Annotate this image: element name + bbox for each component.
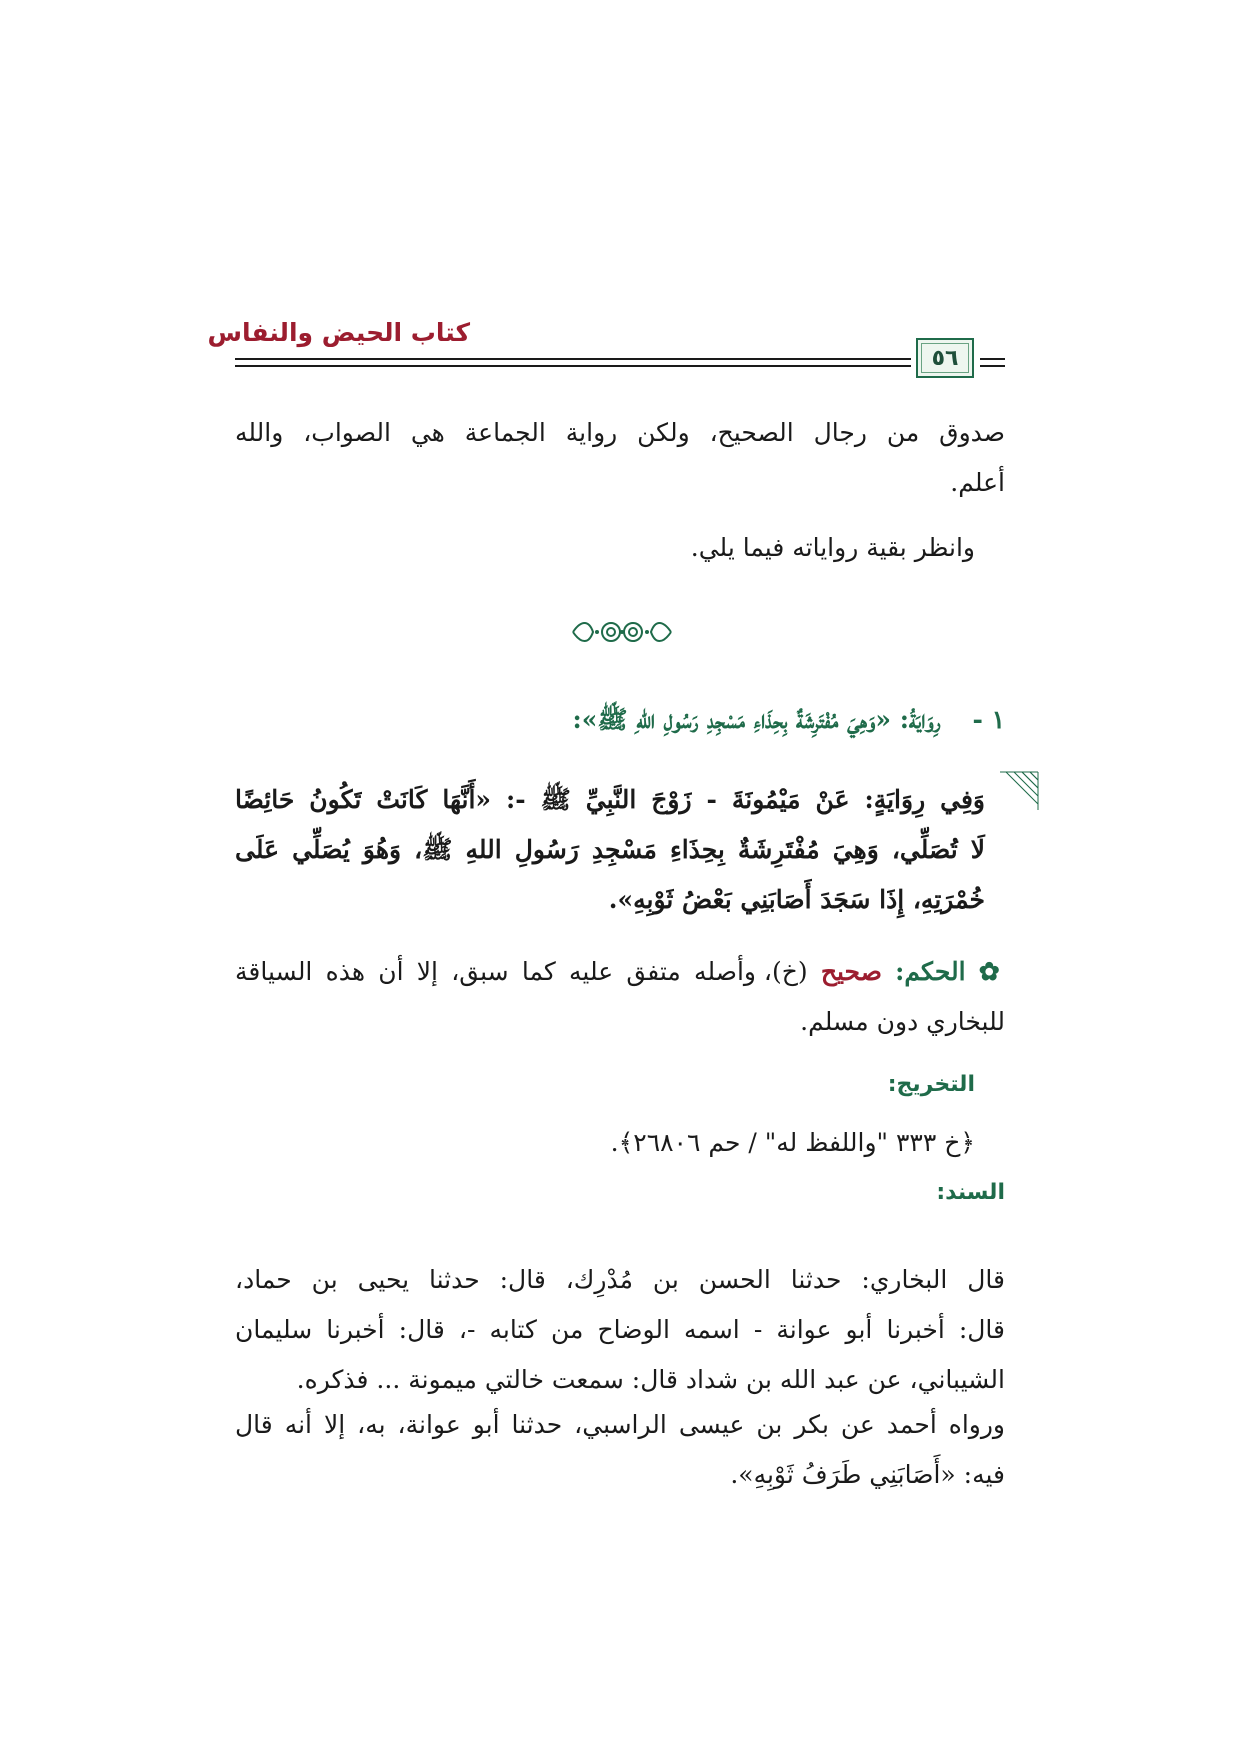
- sanad-paragraph: [235, 1255, 1005, 1405]
- book-title: كتاب الحيض والنفاس: [207, 318, 470, 347]
- hadith-line-1: وَفِي رِوَايَةٍ: عَنْ مَيْمُونَةَ - زَوْجَ النَّبِيِّ ﷺ -: «أَنَّهَا كَانَتْ تَكُونُ حَائِضًا: [235, 785, 985, 814]
- header-rule-top: [235, 358, 911, 360]
- sanad-line-2: قال: أخبرنا أبو عوانة - اسمه الوضاح من كتابه -، قال: أخبرنا سليمان: [235, 1315, 1005, 1344]
- ruling-value: صحيح: [820, 957, 882, 986]
- header-rule-bottom: [235, 365, 911, 367]
- hadith-text: [235, 775, 985, 925]
- takhrij-text-block: [235, 1118, 975, 1168]
- ahmad-line-1: ورواه أحمد عن بكر بن عيسى الراسبي، حدثنا أبو عوانة، به، إلا أنه قال: [235, 1410, 1005, 1439]
- section-number: ١ -: [972, 705, 1005, 734]
- header-rule-right: [980, 358, 1005, 360]
- section-title: رِوَايَةُ: «وَهِيَ مُفْتَرِشَةٌ بِحِذَاءِ مَسْجِدِ رَسُولِ اللهِ ﷺ»:: [572, 705, 941, 734]
- hadith-line-2: لَا تُصَلِّي، وَهِيَ مُفْتَرِشَةٌ بِحِذَاءِ مَسْجِدِ رَسُولِ اللهِ ﷺ، وَهُوَ يُصَلِّي عَلَى: [235, 835, 985, 864]
- section-divider-ornament-icon: [567, 612, 677, 652]
- sanad-label: السند:: [936, 1180, 1005, 1205]
- takhrij-label: التخريج:: [887, 1072, 975, 1097]
- ruling-label: الحكم:: [895, 957, 966, 986]
- takhrij-text: ﴿خ ٣٣٣ "واللفظ له" / حم ٢٦٨٠٦﴾.: [610, 1128, 975, 1157]
- intro-note: [235, 523, 975, 573]
- page-number: ٥٦: [931, 345, 959, 371]
- ruling-line-2: للبخاري دون مسلم.: [800, 1007, 1005, 1036]
- intro-line-2: أعلم.: [950, 468, 1005, 497]
- ruling-flower-icon: ✿: [978, 957, 1006, 986]
- page-number-frame: [916, 338, 974, 378]
- hadith-line-3: خُمْرَتِهِ، إِذَا سَجَدَ أَصَابَنِي بَعْضُ ثَوْبِهِ».: [608, 885, 985, 914]
- ahmad-line-2: فيه: «أَصَابَنِي طَرَفُ ثَوْبِهِ».: [730, 1460, 1005, 1489]
- intro-line-3: وانظر بقية رواياته فيما يلي.: [690, 533, 975, 562]
- sanad-line-3: الشيباني، عن عبد الله بن شداد قال: سمعت خالتي ميمونة ... فذكره.: [296, 1365, 1005, 1394]
- sanad-line-1: قال البخاري: حدثنا الحسن بن مُدْرِك، قال: حدثنا يحيى بن حماد،: [235, 1265, 1005, 1294]
- ahmad-paragraph: [235, 1400, 1005, 1500]
- hadith-corner-ornament-icon: [1000, 770, 1040, 810]
- ruling-paragraph: [235, 947, 1005, 1047]
- section-heading: [235, 695, 1005, 745]
- ruling-rest: (خ)، وأصله متفق عليه كما سبق، إلا أن هذه السياقة: [235, 957, 808, 986]
- intro-paragraph: [235, 408, 1005, 508]
- intro-line-1: صدوق من رجال الصحيح، ولكن رواية الجماعة هي الصواب، والله: [235, 418, 1005, 447]
- header-rule-right-2: [980, 365, 1005, 367]
